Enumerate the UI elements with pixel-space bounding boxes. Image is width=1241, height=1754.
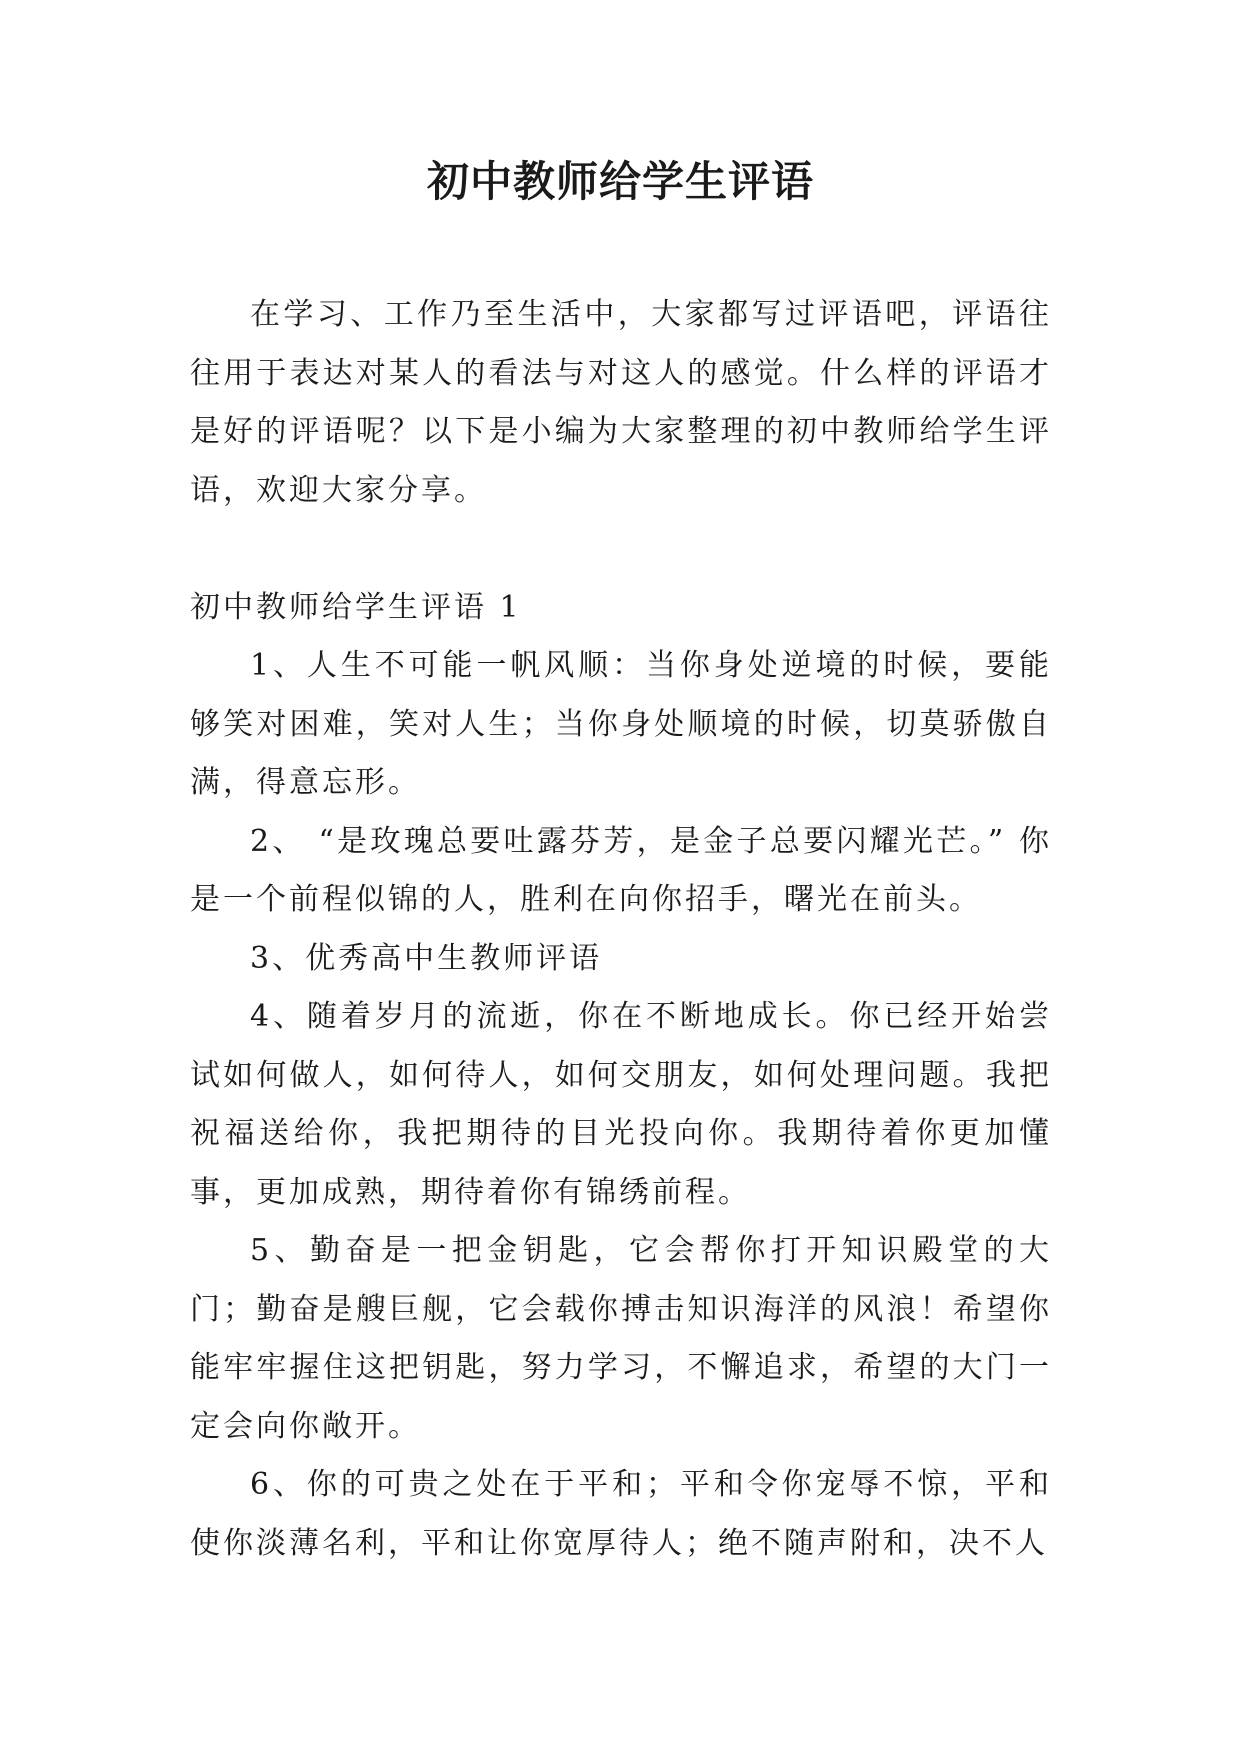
paragraph-spacer [190, 520, 1052, 579]
comment-item-5: 5、勤奋是一把金钥匙，它会帮你打开知识殿堂的大门；勤奋是艘巨舰，它会载你搏击知识海洋的风浪！希望你能牢牢握住这把钥匙，努力学习，不懈追求，希望的大门一定会向你敞开。 [190, 1233, 1052, 1444]
comment-item-1: 1、人生不可能一帆风顺：当你身处逆境的时候，要能够笑对困难，笑对人生；当你身处顺境的时候，切莫骄傲自满，得意忘形。 [190, 648, 1052, 800]
intro-paragraph: 在学习、工作乃至生活中，大家都写过评语吧，评语往往用于表达对某人的看法与对这人的感觉。什么样的评语才是好的评语呢？以下是小编为大家整理的初中教师给学生评语，欢迎大家分享。 [190, 297, 1052, 508]
comment-item-3: 3、优秀高中生教师评语 [250, 940, 603, 976]
comment-item-2: 2、 “是玫瑰总要吐露芬芳，是金子总要闪耀光芒。” 你是一个前程似锦的人，胜利在向你招手，曙光在前头。 [190, 823, 1052, 917]
document-body [190, 286, 1052, 1573]
comment-item-6: 6、你的可贵之处在于平和；平和令你宠辱不惊，平和使你淡薄名利，平和让你宽厚待人；绝不随声附和，决不人 [190, 1467, 1052, 1561]
comment-item-4: 4、随着岁月的流逝，你在不断地成长。你已经开始尝试如何做人，如何待人，如何交朋友，如何处理问题。我把祝福送给你，我把期待的目光投向你。我期待着你更加懂事，更加成熟，期待着你有锦绣前程。 [190, 999, 1052, 1210]
section-heading: 初中教师给学生评语 1 [190, 589, 522, 625]
document-title: 初中教师给学生评语 [426, 157, 814, 206]
